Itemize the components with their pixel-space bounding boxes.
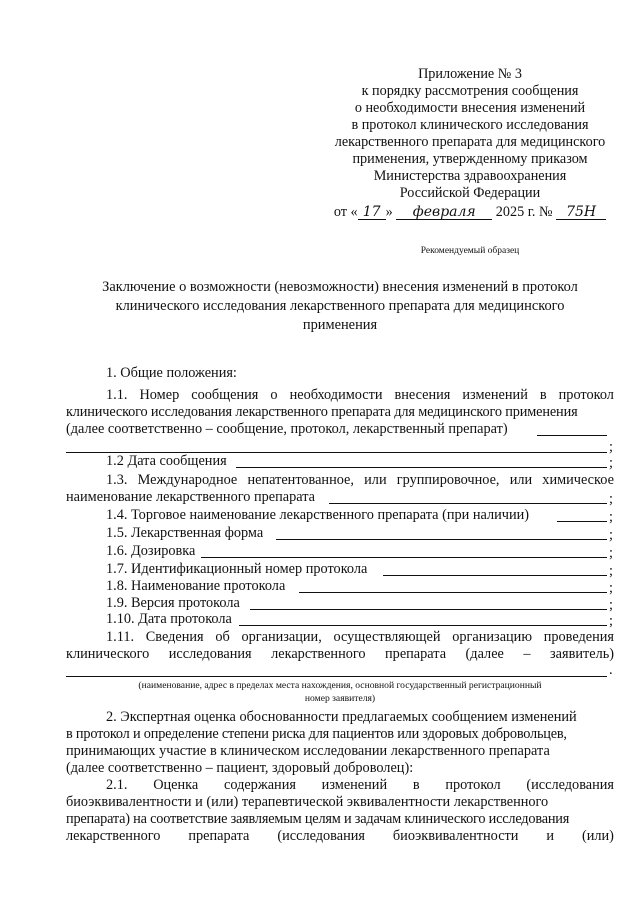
word: препарата [188,828,250,844]
semicolon: ; [609,491,613,507]
word: осуществляющей [333,629,441,645]
word: Международное [137,472,238,488]
sample-label: Рекомендуемый образец [420,246,520,256]
field-caption: номер заявителя) [304,693,376,704]
semicolon: ; [609,439,613,455]
word: 1.11. [106,629,135,645]
item-1-8: 1.8. Наименование протокола [106,578,286,594]
order-month: февраля [396,205,492,220]
item-2-1-cont: препарата) на соответствие заявляемым целям и задачам клинического исследования [66,811,570,827]
order-number: 75Н [556,205,606,220]
appendix-number: Приложение № 3 [418,66,522,82]
section-2-text: в протокол и определение степени риска для пациентов или здоровых добровольцев, [66,726,567,742]
section-2-text: (далее соответственно – пациент, здоровый доброволец): [66,760,414,776]
word: (исследования [526,777,614,793]
item-2-1-cont: биоэквивалентности и (или) терапевтической эквивалентности лекарственного [66,794,549,810]
word: протокол [445,777,501,793]
fill-line [276,539,607,540]
word: или [509,472,533,488]
fill-line [557,521,607,522]
word: (далее [465,646,504,662]
word: (исследования [277,828,365,844]
period: . [609,662,613,678]
item-1-7: 1.7. Идентификационный номер протокола [106,561,368,577]
field-caption: (наименование, адрес в пределах места нахождения, основной государственный регистрационный [138,680,542,691]
document-title: применения [302,317,378,333]
word: препарата [385,646,447,662]
order-year-label: 2025 г. № [495,204,553,220]
word: 1.1. [106,387,128,403]
semicolon: ; [609,509,613,525]
item-1-4: 1.4. Торговое наименование лекарственного препарата (при наличии) [106,507,530,523]
order-date-line [300,204,640,221]
word: Номер [139,387,180,403]
fill-line [66,676,607,677]
word: – [523,646,531,662]
item-1-1-cont: (далее соответственно – сообщение, протокол, лекарственный препарат) [66,421,508,437]
word: проведения [543,629,614,645]
word: в [539,387,547,403]
fill-line [239,625,607,626]
item-1-2: 1.2 Дата сообщения [106,453,227,469]
semicolon: ; [609,580,613,596]
semicolon: ; [609,563,613,579]
item-1-10: 1.10. Дата протокола [106,611,232,627]
word: содержания [223,777,296,793]
appendix-line: применения, утвержденному приказом [352,151,588,167]
item-1-6: 1.6. Дозировка [106,543,196,559]
word: или [364,472,387,488]
date-close: » [385,204,393,220]
word: в [412,777,420,793]
item-1-9: 1.9. Версия протокола [106,595,240,611]
item-2-1-cont [66,828,614,845]
item-1-1 [106,387,614,404]
fill-line [299,592,607,593]
word: изменений [462,387,528,403]
word: (или) [581,828,614,844]
date-prefix: от « [333,204,358,220]
item-1-11 [106,629,614,646]
word: внесения [394,387,451,403]
word: Сведения [145,629,204,645]
semicolon: ; [609,455,613,471]
appendix-line: лекарственного препарата для медицинского [334,134,606,150]
word: и [546,828,555,844]
fill-line [236,467,607,468]
fill-line [537,435,607,436]
section-2-text: принимающих участие в клиническом исследовании лекарственного препарата [66,743,550,759]
appendix-line: о необходимости внесения изменений [354,100,586,116]
word: клинического [66,646,150,662]
document-title: Заключение о возможности (невозможности) внесения изменений в протокол [102,279,578,295]
word: необходимости [289,387,383,403]
word: 2.1. [106,777,128,793]
section-heading: 1. Общие положения: [106,365,237,381]
word: лекарственного [66,828,161,844]
word: заявитель) [550,646,614,662]
word: сообщения [191,387,259,403]
appendix-line: Российской Федерации [399,185,541,201]
semicolon: ; [609,613,613,629]
word: Оценка [153,777,199,793]
word: организацию [452,629,533,645]
item-1-3-cont: наименование лекарственного препарата [66,489,315,505]
appendix-line: Министерства здравоохранения [373,168,567,184]
document-title: клинического исследования лекарственного препарата для медицинского [115,298,565,314]
word: о [270,387,278,403]
appendix-line: в протокол клинического исследования [351,117,589,133]
word: изменений [321,777,388,793]
fill-line [329,503,607,504]
item-1-5: 1.5. Лекарственная форма [106,525,264,541]
fill-line [201,557,607,558]
word: об [215,629,230,645]
section-2-heading: 2. Экспертная оценка обоснованности предлагаемых сообщением изменений [106,709,577,725]
word: непатентованное, [247,472,354,488]
semicolon: ; [609,597,613,613]
fill-line [250,609,607,610]
semicolon: ; [609,545,613,561]
word: лекарственного [271,646,366,662]
item-1-11-cont [66,646,614,663]
word: группировочное, [396,472,500,488]
appendix-line: к порядку рассмотрения сообщения [361,83,579,99]
word: протокол [558,387,614,403]
word: организации, [241,629,322,645]
fill-line [383,575,607,576]
order-day: 17 [358,205,386,220]
item-2-1 [106,777,614,794]
word: химическое [542,472,614,488]
word: 1.3. [106,472,128,488]
word: биоэквивалентности [392,828,519,844]
word: исследования [168,646,252,662]
item-1-1-cont: клинического исследования лекарственного препарата для медицинского применения [66,404,578,420]
item-1-3 [106,472,614,489]
semicolon: ; [609,527,613,543]
